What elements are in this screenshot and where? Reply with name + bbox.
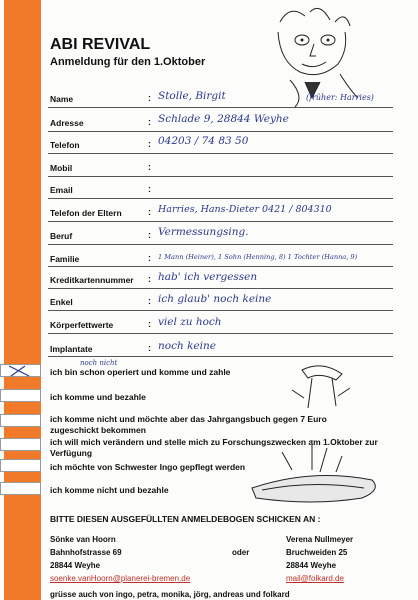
orange-side-stripe bbox=[4, 0, 41, 600]
field-label-kreditkarte: Kreditkartennummer bbox=[50, 275, 134, 285]
field-label-beruf: Beruf bbox=[50, 231, 73, 241]
contact-left bbox=[50, 533, 190, 585]
option-text-6: ich komme nicht und bezahle bbox=[50, 485, 169, 495]
option-checkbox-4[interactable] bbox=[0, 438, 41, 451]
field-label-telefon: Telefon bbox=[50, 140, 80, 150]
contact-left-city: 28844 Weyhe bbox=[50, 561, 101, 570]
contact-right-city: 28844 Weyhe bbox=[286, 561, 337, 570]
option-text-1: ich bin schon operiert und komme und zahle bbox=[50, 367, 231, 377]
option-text-4: ich will mich verändern und stelle mich zu Forschungszwecken am 1.Oktober zur Verfügung bbox=[50, 437, 378, 458]
option-checkbox-3[interactable] bbox=[0, 414, 41, 427]
option-text-3: ich komme nicht und möchte aber das Jahrgangsbuch gegen 7 Euro zugeschickt bekommen bbox=[50, 414, 327, 435]
contact-left-name: Sönke van Hoorn bbox=[50, 535, 116, 544]
option-text-2: ich komme und bezahle bbox=[50, 392, 146, 402]
send-heading: BITTE DIESEN AUSGEFÜLLTEN ANMELDEBOGEN SCHICKEN AN : bbox=[50, 514, 321, 524]
field-value-telefon[interactable]: 04203 / 74 83 50 bbox=[158, 135, 249, 147]
field-value-kreditkarte[interactable]: hab' ich vergessen bbox=[158, 271, 258, 283]
page-title: ABI REVIVAL bbox=[50, 36, 151, 53]
contact-right-email-link[interactable]: mail@folkard.de bbox=[286, 574, 344, 583]
contact-right-street: Bruchweiden 25 bbox=[286, 548, 348, 557]
option-checkbox-2[interactable] bbox=[0, 389, 41, 402]
check-x-mark-icon bbox=[1, 365, 41, 377]
greeting-line: grüsse auch von ingo, petra, monika, jörg, andreas und folkard bbox=[50, 590, 290, 599]
field-value-name[interactable]: Stolle, Birgit bbox=[158, 90, 226, 102]
option-checkbox-5[interactable] bbox=[0, 459, 41, 472]
option-text-5: ich möchte von Schwester Ingo gepflegt werden bbox=[50, 462, 246, 472]
option-checkbox-6[interactable] bbox=[0, 482, 41, 495]
contact-right-name: Verena Nullmeyer bbox=[286, 535, 354, 544]
or-separator: oder bbox=[232, 548, 250, 557]
contact-left-email-link[interactable]: soenke.vanHoorn@planerei-bremen.de bbox=[50, 574, 191, 583]
cartoon-figure-doodle-icon bbox=[232, 360, 392, 510]
field-value-adresse[interactable]: Schlade 9, 28844 Weyhe bbox=[158, 113, 289, 125]
page-subtitle: Anmeldung für den 1.Oktober bbox=[50, 56, 206, 68]
field-label-mobil: Mobil bbox=[50, 163, 73, 173]
field-label-familie: Familie bbox=[50, 254, 80, 264]
field-label-telefon-eltern: Telefon der Eltern bbox=[50, 208, 122, 218]
option-checkbox-1[interactable] bbox=[0, 364, 41, 377]
field-label-name: Name bbox=[50, 94, 74, 104]
field-value-enkel[interactable]: ich glaub' noch keine bbox=[158, 293, 272, 305]
field-label-email: Email bbox=[50, 185, 73, 195]
option-annotation: noch nicht bbox=[80, 359, 118, 367]
field-value-koerperfett[interactable]: viel zu hoch bbox=[158, 316, 222, 328]
contact-left-street: Bahnhofstrasse 69 bbox=[50, 548, 122, 557]
contact-right bbox=[286, 533, 353, 585]
field-label-koerperfett: Körperfettwerte bbox=[50, 320, 114, 330]
field-label-enkel: Enkel bbox=[50, 297, 73, 307]
field-value-familie[interactable]: 1 Mann (Heiner), 1 Sohn (Henning, 8) 1 Tochter (Hanna, 9) bbox=[158, 253, 358, 261]
field-value-name-extra: (früher: Harries) bbox=[306, 93, 374, 102]
field-value-beruf[interactable]: Vermessungsing. bbox=[158, 226, 249, 238]
field-label-implantate: Implantate bbox=[50, 344, 93, 354]
field-value-implantate[interactable]: noch keine bbox=[158, 340, 216, 352]
field-value-telefon-eltern[interactable]: Harries, Hans-Dieter 0421 / 804310 bbox=[158, 204, 332, 215]
field-label-adresse: Adresse bbox=[50, 118, 84, 128]
registration-form: ABI REVIVAL Anmeldung für den 1.Oktober Name : Stolle, Birgit (früher: Harries) Adresse : Schlade 9, 28844 Weyhe Telefon : 04203 / 74 83 50 Mobil : Email : Telefon der Eltern : Harries, Hans-Dieter 0421 / 804310 Beruf : Vermessungsing. Familie : 1 Mann (Heiner), 1 Sohn (Henning, 8) 1 Tochter (Hanna, 9) Kreditkartennummer : hab' ich vergessen Enkel : ich glaub' noch keine Körperfettwerte : viel zu hoch Implantate : noch keine noch nicht ich bin schon operiert und komme und zahle ich komme und bezahle ich komme nicht und möchte aber das Jahrgangsbuch gegen 7 Euro zugeschickt bekommen ich will mich verändern und stelle mich zu Forschungszwecken am 1.Oktober zur Verfügung ich möchte von Schwester Ingo gepflegt werden ich komme nicht und bezahle BITTE DIESEN AUSGEFÜLLTEN ANMELDEBOGEN SCHICKEN AN : Sönke van Hoorn Bahnhofstrasse 69 28844 Weyhe soenke.vanHoorn@planerei-bremen.de oder Verena Nullmeyer Bruchweiden 25 28844 Weyhe mail@folkard.de grüsse auch von ingo, petra, monika, jörg, andreas und folkard bbox=[0, 0, 418, 600]
